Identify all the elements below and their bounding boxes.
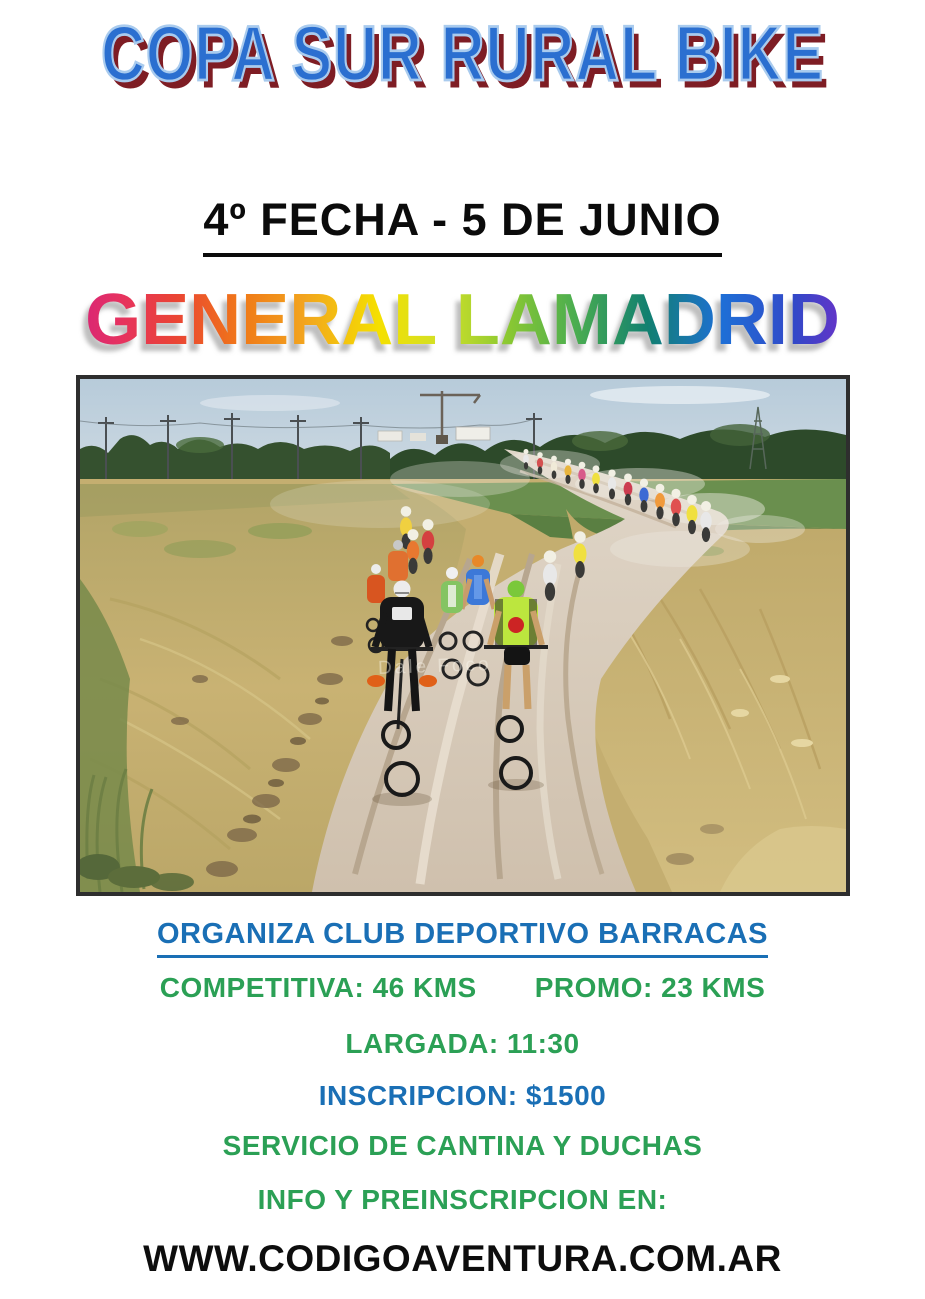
competitive-distance-text: COMPETITIVA: 46 KMS [159, 972, 477, 1003]
website-text: WWW.CODIGOAVENTURA.COM.AR [143, 1238, 782, 1279]
distances-line [0, 972, 925, 1004]
organizer-line [0, 918, 925, 958]
event-poster [0, 8, 925, 1299]
poster-title: COPA SUR RURAL BIKE [101, 9, 824, 98]
race-photo [76, 375, 850, 896]
race-photo-illustration [80, 379, 846, 892]
start-time-line: LARGADA: 11:30 [345, 1028, 580, 1059]
services-line: SERVICIO DE CANTINA Y DUCHAS [222, 1130, 703, 1161]
organizer-text: ORGANIZA CLUB DEPORTIVO BARRACAS [157, 918, 768, 958]
info-line: INFO Y PREINSCRIPCION EN: [257, 1184, 668, 1215]
event-location-heading: GENERAL LAMADRID [0, 279, 925, 361]
event-date-heading [0, 194, 925, 257]
promo-distance-text: PROMO: 23 KMS [534, 972, 766, 1003]
photo-watermark: Dale Foco [377, 654, 493, 679]
fee-line: INSCRIPCION: $1500 [318, 1080, 607, 1111]
event-date-text: 4º FECHA - 5 DE JUNIO [203, 194, 721, 257]
